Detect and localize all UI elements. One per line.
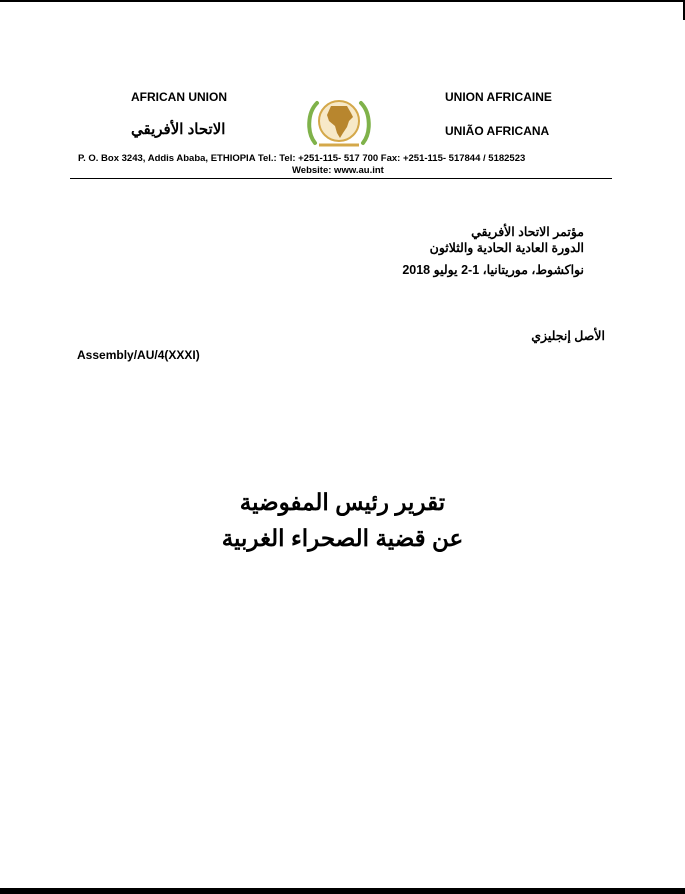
page-top-border <box>0 0 685 2</box>
contact-line: P. O. Box 3243, Addis Ababa, ETHIOPIA Tel.: Tel: +251-115- 517 700 Fax: +251-115- 517844 / 5182523 <box>78 153 526 164</box>
report-title-line-2: عن قضية الصحراء الغربية <box>221 525 464 551</box>
original-language-note: الأصل إنجليزي <box>531 329 605 343</box>
session-title: الدورة العادية الحادية والثلاثون <box>429 241 584 255</box>
website-line: Website: www.au.int <box>292 165 384 176</box>
venue-date: نواكشوط، موريتانيا، 1-2 يوليو 2018 <box>402 263 584 277</box>
header-divider <box>70 178 612 179</box>
document-reference: Assembly/AU/4(XXXI) <box>77 348 200 362</box>
org-name-arabic: الاتحاد الأفريقي <box>131 121 226 138</box>
org-name-english: AFRICAN UNION <box>131 90 227 104</box>
conference-title: مؤتمر الاتحاد الأفريقي <box>471 225 584 239</box>
page-bottom-border <box>0 888 685 894</box>
report-title-line-1: تقرير رئيس المفوضية <box>239 489 446 515</box>
org-name-french: UNION AFRICAINE <box>445 90 552 104</box>
org-name-portuguese: UNIÃO AFRICANA <box>445 124 550 138</box>
au-emblem-icon <box>303 93 375 153</box>
